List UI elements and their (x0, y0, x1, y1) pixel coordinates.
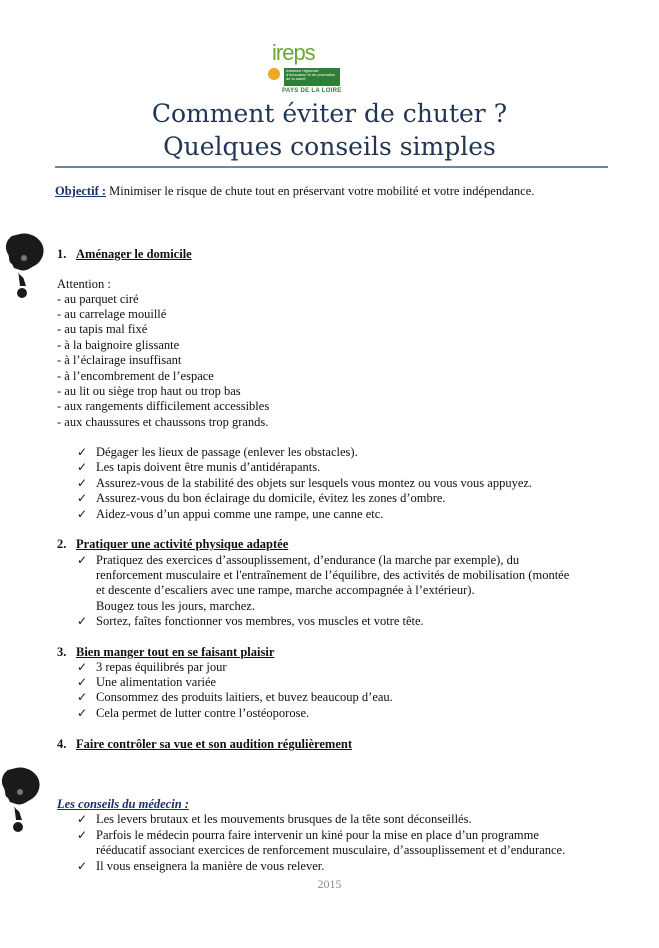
check-mark-icon: ✓ (77, 812, 88, 826)
section-4-title: Faire contrôler sa vue et son audition régulièrement (76, 737, 353, 751)
check-mark-icon: ✓ (77, 706, 88, 720)
check-mark-icon: ✓ (77, 675, 88, 689)
risk-item: - à la baignoire glissante (57, 338, 180, 352)
risk-item: - au carrelage mouillé (57, 307, 167, 321)
risk-item: - au parquet ciré (57, 292, 139, 306)
risk-item: - aux rangements difficilement accessibles (57, 399, 270, 413)
risk-item: - à l’éclairage insuffisant (57, 353, 182, 367)
page-title-line1: Comment éviter de chuter ? (151, 99, 508, 128)
question-mark-head-icon (0, 766, 44, 832)
check-mark-icon: ✓ (77, 507, 88, 521)
logo-wordmark: ireps (272, 40, 315, 65)
attention-label: Attention : (57, 277, 111, 291)
check-mark-icon: ✓ (77, 660, 88, 674)
risk-item: - à l’encombrement de l’espace (57, 369, 214, 383)
section-3-title: Bien manger tout en se faisant plaisir (76, 645, 275, 659)
check-mark-icon: ✓ (77, 491, 88, 505)
check-mark-icon: ✓ (77, 859, 88, 873)
risk-item: - au tapis mal fixé (57, 322, 148, 336)
logo-sun-dot (268, 68, 280, 80)
check-mark-icon: ✓ (77, 614, 88, 628)
section-4-heading: 4. Faire contrôler sa vue et son audition régulièrement (57, 737, 353, 751)
objective (55, 184, 534, 199)
risk-item: - aux chaussures et chaussons trop grands. (57, 415, 269, 429)
question-mark-head-icon (4, 232, 46, 298)
logo-small-text: Instance régionale d'éducation et de promotion de la santé (286, 68, 336, 81)
section-3-heading: 3. Bien manger tout en se faisant plaisir (57, 645, 275, 659)
check-mark-icon: ✓ (77, 828, 88, 842)
check-mark-icon: ✓ (77, 445, 88, 459)
check-mark-icon: ✓ (77, 690, 88, 704)
check-mark-icon: ✓ (77, 476, 88, 490)
title-divider (55, 166, 608, 168)
section-2-title: Pratiquer une activité physique adaptée (76, 537, 289, 551)
check-mark-icon: ✓ (77, 553, 88, 567)
objective-label: Objectif : (55, 184, 107, 198)
check-mark-icon: ✓ (77, 460, 88, 474)
footer-year: 2015 (317, 877, 342, 891)
section-1-heading: 1. Aménager le domicile (57, 247, 192, 261)
risk-item: - au lit ou siège trop haut ou trop bas (57, 384, 241, 398)
ireps-logo (268, 40, 344, 96)
section-1-title: Aménager le domicile (76, 247, 192, 261)
page-title-line2: Quelques conseils simples (163, 132, 496, 161)
doctor-advice-heading: Les conseils du médecin : (57, 797, 189, 811)
section-2-heading: 2. Pratiquer une activité physique adaptée (57, 537, 289, 551)
objective-text: Minimiser le risque de chute tout en préservant votre mobilité et votre indépendance. (106, 184, 535, 198)
logo-region: PAYS DE LA LOIRE (282, 88, 342, 94)
